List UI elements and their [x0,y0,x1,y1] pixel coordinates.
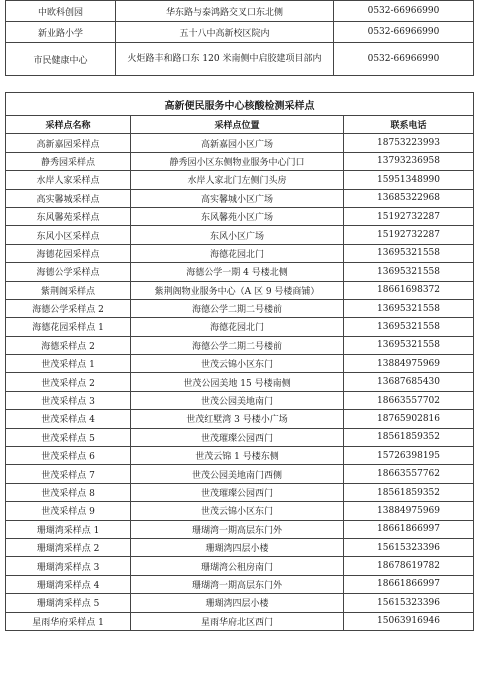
site-location: 静秀园小区东侧物业服务中心门口 [131,152,344,170]
site-name: 海德花园采样点 1 [6,318,131,336]
table-row [6,410,474,428]
site-location: 世茂公园美地 15 号楼南侧 [131,373,344,391]
site-location: 珊瑚湾公租房南门 [131,557,344,575]
site-phone: 0532-66966990 [334,43,474,76]
site-phone: 13695321558 [344,318,474,336]
site-name: 海德公学采样点 [6,263,131,281]
table-row [6,465,474,483]
table-row [6,391,474,409]
table-row [6,22,474,43]
site-phone: 0532-66966990 [334,22,474,43]
table-title: 高新便民服务中心核酸检测采样点 [6,93,474,116]
table-row [6,428,474,446]
site-location: 东风馨苑小区广场 [131,207,344,225]
site-name: 世茂采样点 1 [6,355,131,373]
table-row [6,207,474,225]
site-name: 东风馨苑采样点 [6,207,131,225]
site-phone: 13687685430 [344,373,474,391]
site-name: 珊瑚湾采样点 2 [6,538,131,556]
table-row [6,594,474,612]
site-location: 五十八中高新校区院内 [116,22,334,43]
column-header-location: 采样点位置 [131,116,344,134]
site-location: 珊瑚湾四层小楼 [131,594,344,612]
site-location: 海德花园北门 [131,244,344,262]
site-phone: 13695321558 [344,336,474,354]
table-header-row [6,116,474,134]
site-location: 水岸人家北门左侧门头房 [131,171,344,189]
table-row [6,263,474,281]
site-name: 世茂采样点 5 [6,428,131,446]
table-row [6,483,474,501]
table-row [6,281,474,299]
site-phone: 0532-66966990 [334,1,474,22]
site-phone: 13884975969 [344,355,474,373]
site-location: 世茂公园美地南门 [131,391,344,409]
site-name: 中欧科创园 [6,1,116,22]
top-sampling-table [5,0,474,76]
site-location: 珊瑚湾一期高层东门外 [131,520,344,538]
site-location: 东风小区广场 [131,226,344,244]
site-name: 静秀园采样点 [6,152,131,170]
table-row [6,612,474,630]
site-name: 紫荆阁采样点 [6,281,131,299]
site-name: 珊瑚湾采样点 3 [6,557,131,575]
site-name: 珊瑚湾采样点 1 [6,520,131,538]
site-name: 高实馨城采样点 [6,189,131,207]
table-row [6,318,474,336]
site-phone: 15615323396 [344,594,474,612]
site-name: 世茂采样点 4 [6,410,131,428]
table-row [6,575,474,593]
table-row [6,134,474,152]
table-row [6,171,474,189]
site-name: 海德公学采样点 2 [6,299,131,317]
table-row [6,226,474,244]
site-phone: 13685322968 [344,189,474,207]
site-name: 高新嘉园采样点 [6,134,131,152]
site-name: 世茂采样点 2 [6,373,131,391]
site-location: 高新嘉园小区广场 [131,134,344,152]
site-location: 海德公学二期二号楼前 [131,299,344,317]
site-location: 世茂云锦小区东门 [131,502,344,520]
site-phone: 18678619782 [344,557,474,575]
site-phone: 15192732287 [344,226,474,244]
table-row [6,373,474,391]
site-phone: 15063916946 [344,612,474,630]
table-row [6,152,474,170]
site-phone: 18663557702 [344,391,474,409]
site-phone: 18663557762 [344,465,474,483]
site-location: 世茂璀璨公园西门 [131,428,344,446]
main-sampling-table [5,92,474,631]
site-phone: 15192732287 [344,207,474,225]
site-location: 紫荆阁物业服务中心（A 区 9 号楼商铺） [131,281,344,299]
site-name: 东风小区采样点 [6,226,131,244]
table-row [6,43,474,76]
site-phone: 15615323396 [344,538,474,556]
site-phone: 13884975969 [344,502,474,520]
site-name: 水岸人家采样点 [6,171,131,189]
site-name: 珊瑚湾采样点 5 [6,594,131,612]
site-name: 世茂采样点 9 [6,502,131,520]
site-location: 海德公学二期二号楼前 [131,336,344,354]
site-phone: 13793236958 [344,152,474,170]
table-title-row [6,93,474,116]
table-row [6,336,474,354]
site-name: 海德花园采样点 [6,244,131,262]
table-row [6,189,474,207]
site-phone: 18765902816 [344,410,474,428]
site-location: 海德花园北门 [131,318,344,336]
table-row [6,355,474,373]
site-location: 华东路与泰鸿路交叉口东北侧 [116,1,334,22]
table-row [6,538,474,556]
site-name: 世茂采样点 3 [6,391,131,409]
table-row [6,244,474,262]
site-name: 世茂采样点 7 [6,465,131,483]
site-location: 世茂云锦 1 号楼东侧 [131,447,344,465]
site-phone: 13695321558 [344,299,474,317]
table-row [6,447,474,465]
site-name: 新业路小学 [6,22,116,43]
table-row [6,520,474,538]
site-name: 珊瑚湾采样点 4 [6,575,131,593]
site-name: 海德采样点 2 [6,336,131,354]
site-location: 世茂红墅湾 3 号楼小广场 [131,410,344,428]
site-location: 珊瑚湾一期高层东门外 [131,575,344,593]
site-phone: 18753223993 [344,134,474,152]
site-phone: 15726398195 [344,447,474,465]
site-location: 火炬路丰和路口东 120 米南侧中启胶建项目部内 [116,43,334,76]
column-header-name: 采样点名称 [6,116,131,134]
site-phone: 13695321558 [344,263,474,281]
site-phone: 13695321558 [344,244,474,262]
site-location: 世茂云锦小区东门 [131,355,344,373]
site-phone: 15951348990 [344,171,474,189]
site-phone: 18661866997 [344,520,474,538]
table-row [6,502,474,520]
site-phone: 18661698372 [344,281,474,299]
site-location: 世茂璀璨公园西门 [131,483,344,501]
site-location: 世茂公园美地南门西侧 [131,465,344,483]
table-row [6,557,474,575]
site-name: 市民健康中心 [6,43,116,76]
site-phone: 18561859352 [344,428,474,446]
column-header-phone: 联系电话 [344,116,474,134]
site-name: 世茂采样点 6 [6,447,131,465]
site-phone: 18561859352 [344,483,474,501]
site-location: 星雨华府北区西门 [131,612,344,630]
site-name: 世茂采样点 8 [6,483,131,501]
site-phone: 18661866997 [344,575,474,593]
site-name: 星雨华府采样点 1 [6,612,131,630]
site-location: 珊瑚湾四层小楼 [131,538,344,556]
table-row [6,1,474,22]
site-location: 海德公学一期 4 号楼北侧 [131,263,344,281]
table-row [6,299,474,317]
site-location: 高实馨城小区广场 [131,189,344,207]
